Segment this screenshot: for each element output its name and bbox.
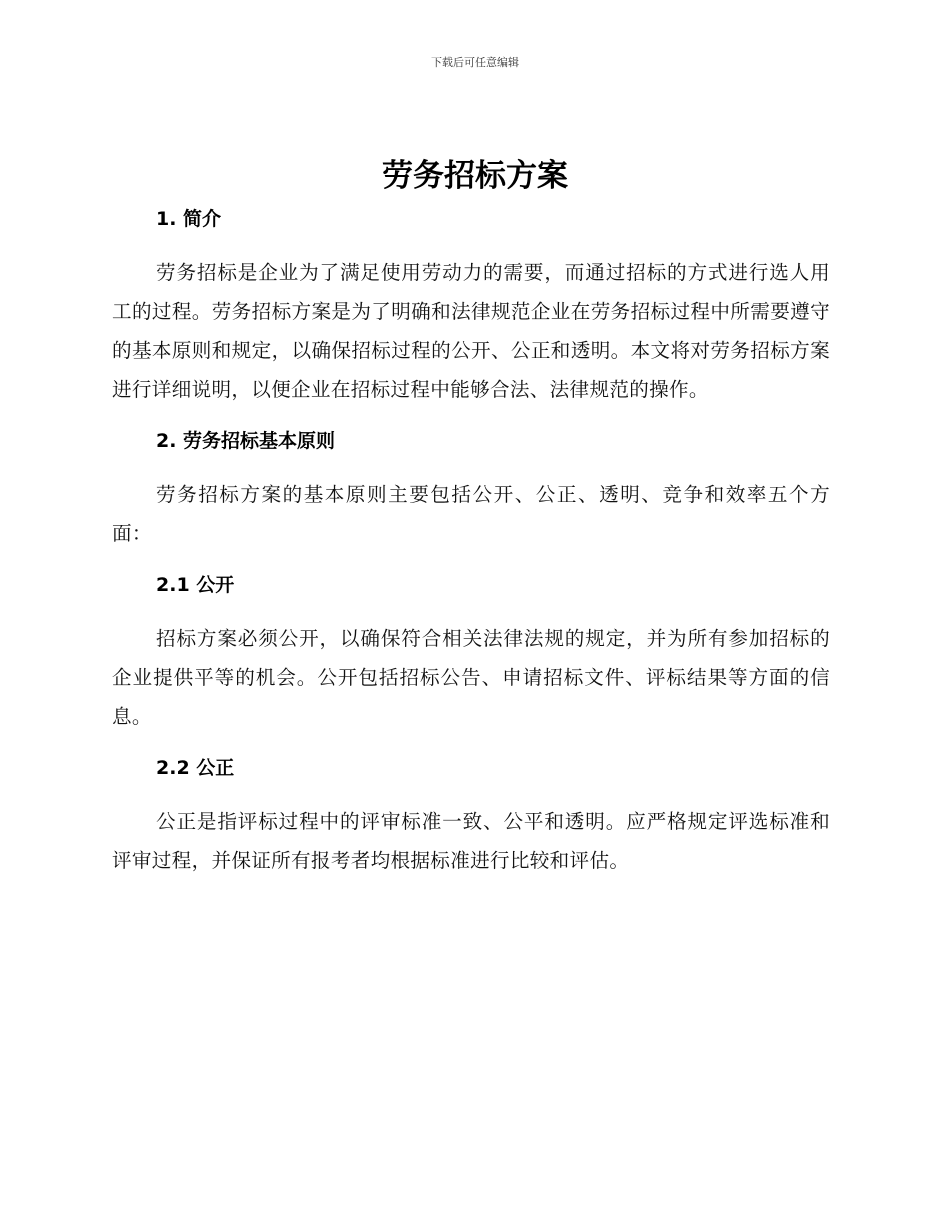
section-basic-principles bbox=[112, 425, 830, 569]
section-paragraph: 劳务招标是企业为了满足使用劳动力的需要，而通过招标的方式进行选人用工的过程。劳务招标方案是为了明确和法律规范企业在劳务招标过程中所需要遵守的基本原则和规定，以确保招标过程的公开、公正和透明。本文将对劳务招标方案进行详细说明，以便企业在招标过程中能够合法、法律规范的操作。 bbox=[112, 261, 830, 401]
section-heading: 2. 劳务招标基本原则 bbox=[156, 430, 336, 452]
section-fairness bbox=[112, 752, 830, 880]
section-heading: 1. 简介 bbox=[156, 208, 222, 230]
section-heading: 2.2 公正 bbox=[156, 757, 235, 779]
section-paragraph: 公正是指评标过程中的评审标准一致、公平和透明。应严格规定评选标准和评审过程，并保证所有报考者均根据标准进行比较和评估。 bbox=[112, 810, 830, 872]
document-body bbox=[112, 203, 830, 880]
section-paragraph: 劳务招标方案的基本原则主要包括公开、公正、透明、竞争和效率五个方面： bbox=[112, 483, 830, 545]
page-header-note: 下载后可任意编辑 bbox=[431, 56, 519, 69]
section-paragraph: 招标方案必须公开，以确保符合相关法律法规的规定，并为所有参加招标的企业提供平等的机会。公开包括招标公告、申请招标文件、评标结果等方面的信息。 bbox=[112, 627, 830, 728]
section-heading: 2.1 公开 bbox=[156, 574, 235, 596]
section-introduction bbox=[112, 203, 830, 425]
section-openness bbox=[112, 569, 830, 752]
document-title: 劳务招标方案 bbox=[382, 158, 568, 194]
